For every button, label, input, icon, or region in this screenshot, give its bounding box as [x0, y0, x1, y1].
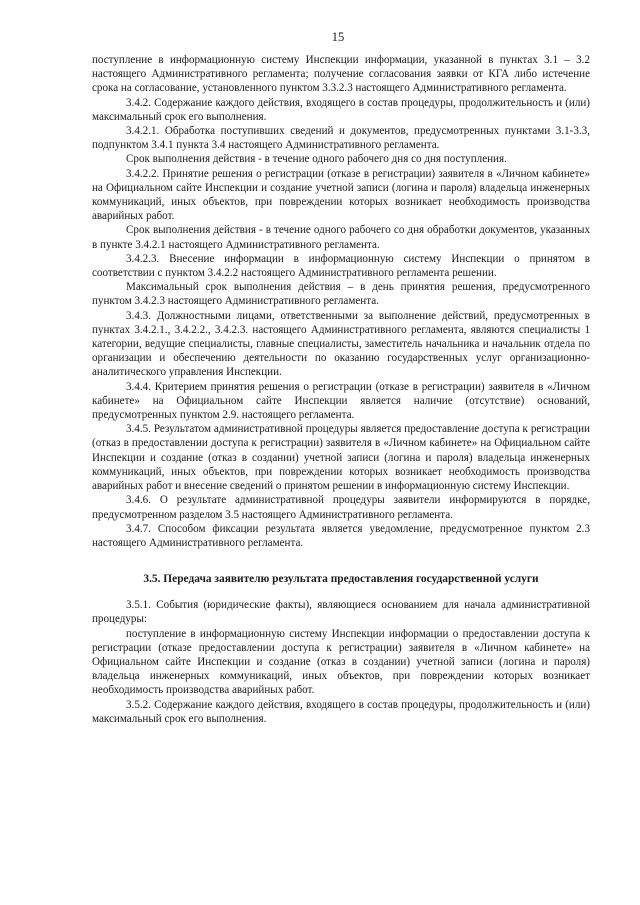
- paragraph: 3.4.2.3. Внесение информации в информационную систему Инспекции о принятом в соответствии с пунктом 3.4.2.2 настоящего Административного регламента решении.: [92, 252, 590, 280]
- page-number: 15: [331, 30, 345, 44]
- paragraph: 3.4.3. Должностными лицами, ответственными за выполнение действий, предусмотренных в пунктах 3.4.2.1., 3.4.2.2., 3.4.2.3. настоящего Административного регламента, являются специалисты 1 категории, ведущие специалисты, главные специалисты, заместитель начальника и начальник отдела по организации и обеспечению деятельности по оказанию государственных услуг организационно-аналитического управления Инспекции.: [92, 309, 590, 379]
- body-after: [92, 598, 590, 726]
- paragraph: поступление в информационную систему Инспекции информации о предоставлении доступа к регистрации (отказе предоставлении доступа к регистрации) заявителя в «Личном кабинете» на Официальном сайте Инспекции и создание (отказ в создании) учетной записи (логина и пароля) владельца инженерных коммуникаций, иных объектов, при повреждении которых возникает необходимость производства аварийных работ.: [92, 627, 590, 697]
- paragraph: 3.5.1. События (юридические факты), являющиеся основанием для начала административной процедуры:: [92, 599, 590, 626]
- document-page: [92, 30, 590, 726]
- section-heading: 3.5. Передача заявителю результата предоставления государственной услуги: [143, 573, 539, 586]
- paragraph: 3.4.4. Критерием принятия решения о регистрации (отказе в регистрации) заявителя в «Личном кабинете» на Официальном сайте Инспекции является наличие (отсутствие) оснований, предусмотренных пунктом 2.9. настоящего регламента.: [92, 380, 590, 422]
- paragraph: Срок выполнения действия - в течение одного рабочего со дня обработки документов, указанных в пункте 3.4.2.1 настоящего Административного регламента.: [92, 224, 590, 251]
- paragraph: поступление в информационную систему Инспекции информации, указанной в пунктах 3.1 – 3.2 настоящего Административного регламента; получение согласования заявки от КГА либо истечение срока на согласование, установленного пунктом 3.3.2.3 настоящего Административного регламента.: [92, 54, 590, 95]
- paragraph: Срок выполнения действия - в течение одного рабочего дня со дня поступления.: [126, 153, 507, 166]
- paragraph: 3.4.6. О результате административной процедуры заявители информируются в порядке, предусмотренном разделом 3.5 настоящего Административного регламента.: [92, 494, 590, 521]
- paragraph: 3.4.7. Способом фиксации результата является уведомление, предусмотренное пунктом 2.3 настоящего Административного регламента.: [92, 522, 590, 549]
- paragraph: 3.5.2. Содержание каждого действия, входящего в состав процедуры, продолжительность и (или) максимальный срок его выполнения.: [92, 698, 590, 725]
- body-before: [92, 53, 590, 550]
- paragraph: Максимальный срок выполнения действия – в день принятия решения, предусмотренного пунктом 3.4.2.3 настоящего Административного регламента.: [92, 281, 590, 308]
- paragraph: 3.4.5. Результатом административной процедуры является предоставление доступа к регистрации (отказ в предоставлении доступа к регистрации) заявителя в «Личном кабинете» на Официальном сайте Инспекции и создание (отказ в создании) учетной записи (логина и пароля) владельца инженерных коммуникаций, иных объектов, при повреждении которых возникает необходимость производства аварийных работ и внесение сведений о принятом решении в информационную систему Инспекции.: [92, 423, 590, 493]
- paragraph: 3.4.2.2. Принятие решения о регистрации (отказе в регистрации) заявителя в «Личном кабинете» на Официальном сайте Инспекции и создание учетной записи (логина и пароля) владельца инженерных коммуникаций, иных объектов, при повреждении которых возникает необходимость производства аварийных работ.: [92, 167, 590, 223]
- paragraph: 3.4.2.1. Обработка поступивших сведений и документов, предусмотренных пунктами 3.1-3.3, подпунктом 3.4.1 пункта 3.4 настоящего Административного регламента.: [92, 125, 590, 152]
- paragraph: 3.4.2. Содержание каждого действия, входящего в состав процедуры, продолжительность и (или) максимальный срок его выполнения.: [92, 96, 590, 123]
